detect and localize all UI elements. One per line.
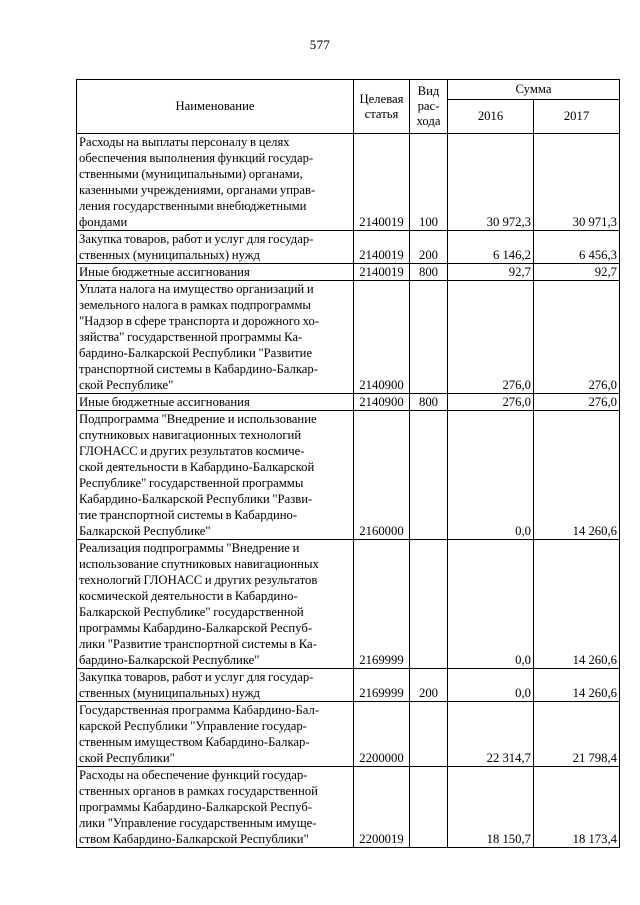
row-sum-2017: 18 173,4 [534,767,620,848]
table-row [77,281,620,394]
row-name-line: казенными учреждениями, органами управ- [79,183,316,197]
row-name [77,231,354,264]
table-row [77,231,620,264]
row-expense-kind [410,540,448,669]
row-expense-kind [410,702,448,767]
row-name-line: Иные бюджетные ассигнования [79,395,250,409]
header-expense-kind [410,80,448,134]
row-name-line: Иные бюджетные ассигнования [79,265,250,279]
row-name-line: Реализация подпрограммы "Внедрение и [79,541,300,555]
row-name-line: Подпрограмма "Внедрение и использование [79,412,317,426]
row-name-line: ГЛОНАСС и других результатов космиче- [79,444,305,458]
row-target-article: 2200019 [354,767,410,848]
row-target-article: 2140900 [354,394,410,411]
row-name [77,264,354,281]
header-kind-line: Вид [417,84,440,98]
row-name-line: Расходы на выплаты персоналу в целях [79,135,290,149]
row-name-line: ственных органов в рамках государственной [79,784,318,798]
row-sum-2016: 18 150,7 [448,767,534,848]
row-name-line: программы Кабардино-Балкарской Респуб- [79,800,313,814]
table-row [77,767,620,848]
row-target-article: 2200000 [354,702,410,767]
table-row [77,134,620,231]
row-name-line: ской Республике" [79,378,174,392]
row-target-article: 2140900 [354,281,410,394]
row-name-line: ством Кабардино-Балкарской Республики" [79,832,309,846]
header-sum: Сумма [448,80,620,100]
row-expense-kind: 800 [410,394,448,411]
row-sum-2017: 21 798,4 [534,702,620,767]
row-name-line: Государственная программа Кабардино-Бал- [79,703,320,717]
row-name-line: технологий ГЛОНАСС и других результатов [79,573,318,587]
header-kind-line: хода [416,114,441,128]
row-name-line: Балкарской Республике" государственной [79,605,304,619]
row-name-line: Закупка товаров, работ и услуг для государ- [79,232,314,246]
row-name [77,281,354,394]
table-row [77,669,620,702]
row-name-line: тие транспортной системы в Кабардино- [79,508,298,522]
row-name-line: ской Республики" [79,751,175,765]
row-name-line: ственными (муниципальными) органами, [79,167,303,181]
row-name-line: Расходы на обеспечение функций государ- [79,768,308,782]
row-name [77,540,354,669]
table-row [77,411,620,540]
row-name-line: лики "Управление государственным имуще- [79,816,317,830]
row-name [77,669,354,702]
row-name-line: земельного налога в рамках подпрограммы [79,298,311,312]
row-sum-2016: 30 972,3 [448,134,534,231]
row-expense-kind [410,767,448,848]
row-name-line: ской деятельности в Кабардино-Балкарской [79,460,315,474]
row-name-line: Уплата налога на имущество организаций и [79,282,314,296]
row-target-article: 2160000 [354,411,410,540]
row-name [77,767,354,848]
row-name-line: "Надзор в сфере транспорта и дорожного хо- [79,314,320,328]
row-sum-2016: 92,7 [448,264,534,281]
row-name-line: Кабардино-Балкарской Республики "Разви- [79,492,313,506]
row-name [77,134,354,231]
row-name-line: использование спутниковых навигационных [79,557,319,571]
row-name-line: карской Республики "Управление государ- [79,719,307,733]
row-target-article: 2140019 [354,134,410,231]
row-name-line: программы Кабардино-Балкарской Респуб- [79,621,313,635]
row-name-line: ственным имуществом Кабардино-Балкар- [79,735,310,749]
header-target-line: статья [364,106,399,121]
header-kind-line: рас- [417,99,440,113]
row-name-line: космической деятельности в Кабардино- [79,589,298,603]
budget-table [76,79,620,848]
header-target-article [354,80,410,134]
row-sum-2016: 6 146,2 [448,231,534,264]
row-name-line: Закупка товаров, работ и услуг для государ- [79,670,314,684]
header-year-2017: 2017 [534,100,620,134]
row-sum-2016: 22 314,7 [448,702,534,767]
row-sum-2017: 276,0 [534,281,620,394]
row-sum-2017: 30 971,3 [534,134,620,231]
row-sum-2016: 0,0 [448,669,534,702]
row-sum-2016: 276,0 [448,281,534,394]
row-target-article: 2169999 [354,540,410,669]
header-name: Наименование [77,80,354,134]
row-name-line: бардино-Балкарской Республики "Развитие [79,346,313,360]
row-sum-2016: 276,0 [448,394,534,411]
row-sum-2017: 14 260,6 [534,669,620,702]
table-row [77,540,620,669]
row-name-line: зяйства" государственной программы Ка- [79,330,303,344]
row-sum-2017: 92,7 [534,264,620,281]
row-name-line: ственных (муниципальных) нужд [79,248,260,262]
row-expense-kind: 200 [410,669,448,702]
row-name-line: обеспечения выполнения функций государ- [79,151,314,165]
header-year-2016: 2016 [448,100,534,134]
table-row [77,264,620,281]
row-sum-2017: 276,0 [534,394,620,411]
row-name-line: Республике" государственной программы [79,476,304,490]
row-name-line: Балкарской Республике" [79,524,211,538]
row-name-line: ления государственными внебюджетными [79,199,307,213]
row-sum-2017: 6 456,3 [534,231,620,264]
row-name-line: лики "Развитие транспортной системы в Ка- [79,637,317,651]
table-row [77,394,620,411]
row-name-line: транспортной системы в Кабардино-Балкар- [79,362,318,376]
row-name [77,394,354,411]
header-target-line: Целевая [359,91,404,106]
row-expense-kind: 800 [410,264,448,281]
row-sum-2016: 0,0 [448,540,534,669]
table-row [77,702,620,767]
row-expense-kind [410,281,448,394]
row-target-article: 2140019 [354,231,410,264]
row-name-line: бардино-Балкарской Республике" [79,653,260,667]
row-name-line: спутниковых навигационных технологий [79,428,302,442]
row-target-article: 2169999 [354,669,410,702]
row-expense-kind: 200 [410,231,448,264]
row-name-line: фондами [79,215,128,229]
row-sum-2017: 14 260,6 [534,540,620,669]
row-target-article: 2140019 [354,264,410,281]
page-number: 577 [309,37,331,52]
row-sum-2016: 0,0 [448,411,534,540]
row-sum-2017: 14 260,6 [534,411,620,540]
row-name [77,411,354,540]
row-expense-kind: 100 [410,134,448,231]
row-expense-kind [410,411,448,540]
row-name [77,702,354,767]
row-name-line: ственных (муниципальных) нужд [79,686,260,700]
